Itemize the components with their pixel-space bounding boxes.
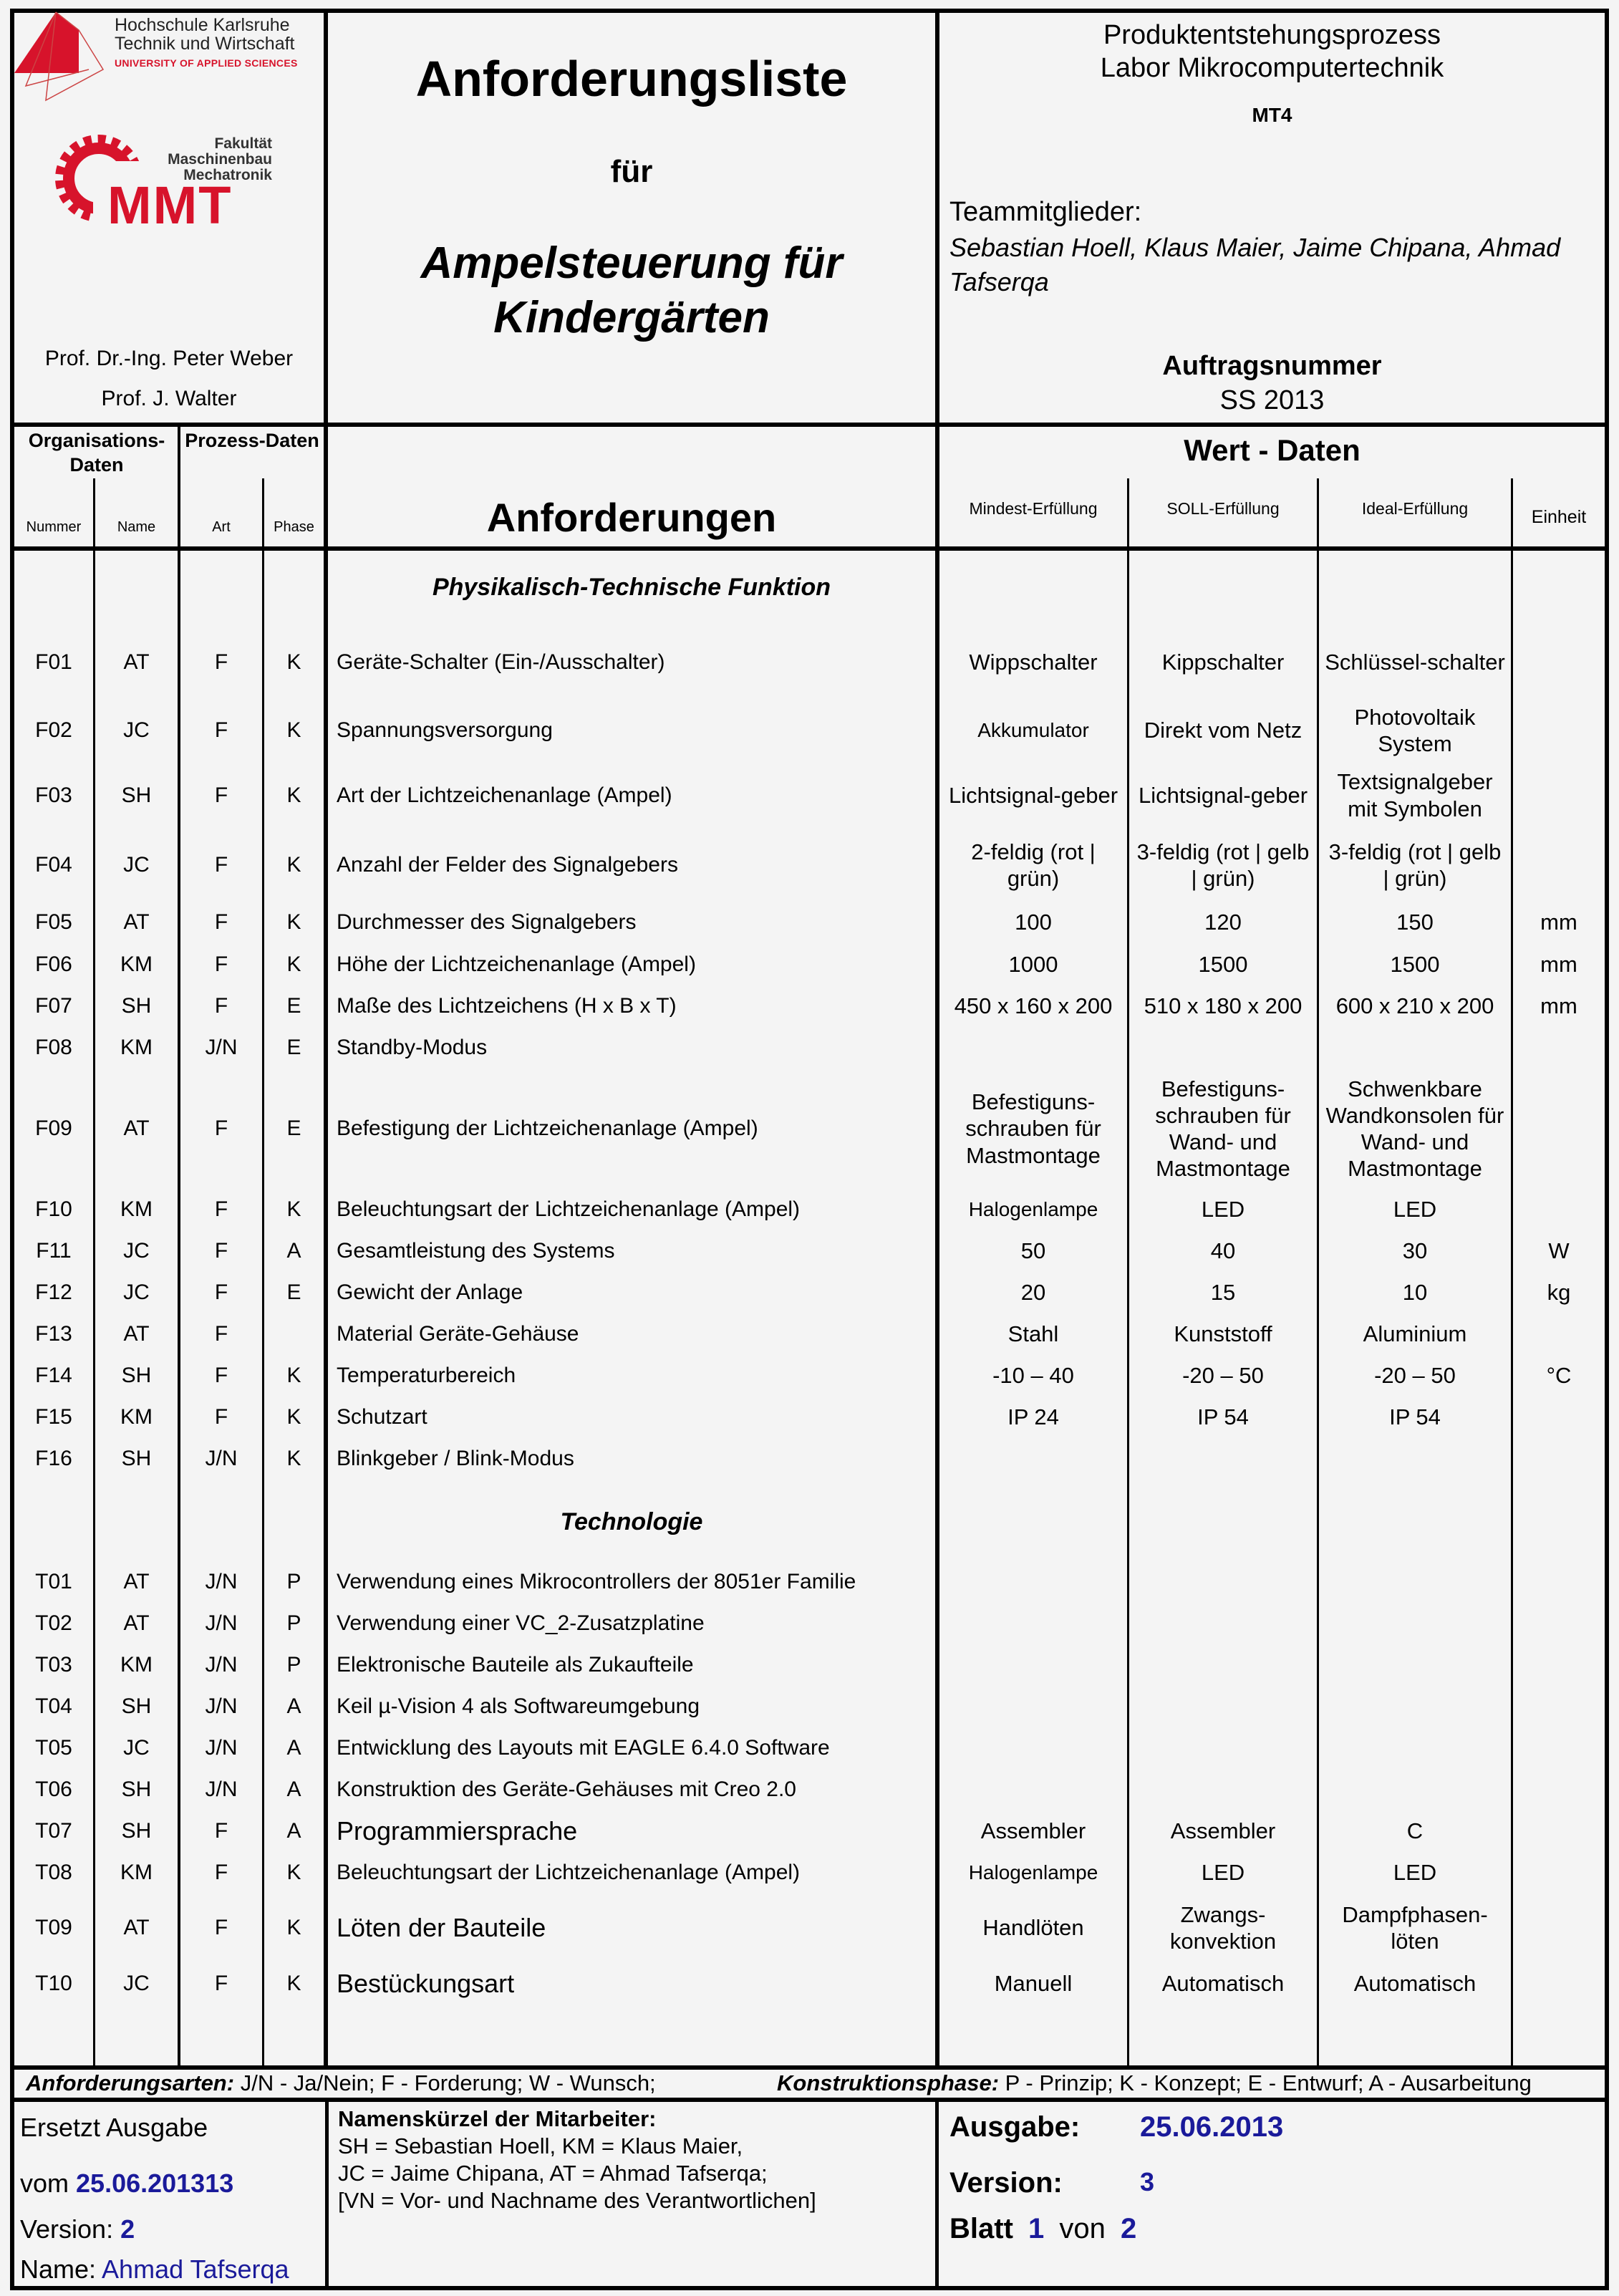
row-type: J/N <box>205 1778 238 1801</box>
row-phase: P <box>286 1653 301 1677</box>
row-number: F09 <box>35 1116 72 1140</box>
row-ideal-value: C <box>1406 1818 1424 1844</box>
row-soll-value: 510 x 180 x 200 <box>1144 993 1303 1019</box>
row-min-value <box>945 1727 1121 1769</box>
professor-2: Prof. J. Walter <box>101 387 237 410</box>
col-header-art: Art <box>212 519 231 535</box>
row-type: J/N <box>205 1570 238 1593</box>
row-min-value: Stahl <box>1007 1321 1059 1347</box>
abbrev-title: Namenskürzel der Mitarbeiter: <box>338 2106 657 2131</box>
legend-phase-label: Konstruktionsphase: <box>777 2070 1000 2095</box>
legend-construction-phase <box>777 2068 1532 2098</box>
row-owner: KM <box>120 1197 153 1221</box>
row-requirement: Schutzart <box>337 1405 427 1429</box>
row-phase: K <box>286 952 301 976</box>
faculty-line3: Mechatronik <box>183 167 272 183</box>
row-min-value: Wippschalter <box>969 650 1098 675</box>
row-soll-value: Kippschalter <box>1161 650 1285 675</box>
row-ideal-value: Dampfphasen-löten <box>1342 1901 1488 1954</box>
row-phase: K <box>286 1916 301 1939</box>
value-data-header: Wert - Daten <box>1184 433 1361 467</box>
sheet-label: Blatt <box>949 2213 1013 2244</box>
row-number: F05 <box>35 910 72 934</box>
university-name-line1: Hochschule Karlsruhe <box>115 15 290 35</box>
replaces-label: Ersetzt Ausgabe <box>20 2113 208 2142</box>
row-owner: AT <box>123 1916 150 1939</box>
row-ideal-value: Photovoltaik System <box>1354 704 1476 756</box>
row-requirement: Gesamtleistung des Systems <box>337 1239 615 1263</box>
row-requirement: Maße des Lichtzeichens (H x B x T) <box>337 994 677 1018</box>
row-type: F <box>214 952 228 976</box>
row-phase: A <box>286 1819 301 1843</box>
row-unit <box>1513 1686 1605 1727</box>
section-title: Physikalisch-Technische Funktion <box>432 573 831 601</box>
row-soll-value: -20 – 50 <box>1182 1363 1264 1389</box>
row-number: F01 <box>35 650 72 674</box>
row-soll-value: LED <box>1201 1197 1245 1222</box>
row-number: F08 <box>35 1036 72 1059</box>
row-requirement: Beleuchtungsart der Lichtzeichenanlage (Ampel) <box>337 1861 801 1884</box>
team-label: Teammitglieder: <box>949 197 1142 227</box>
row-type: J/N <box>205 1736 238 1760</box>
row-owner: KM <box>120 1653 153 1677</box>
col-header-einheit: Einheit <box>1531 507 1587 527</box>
row-soll-value: IP 54 <box>1197 1404 1249 1430</box>
row-owner: JC <box>123 1736 150 1760</box>
row-type: J/N <box>205 1694 238 1718</box>
row-ideal-value: Textsignalgeber mit Symbolen <box>1337 769 1493 821</box>
row-requirement: Verwendung einer VC_2-Zusatzplatine <box>337 1611 705 1635</box>
row-unit: kg <box>1547 1280 1571 1306</box>
row-unit <box>1513 1313 1605 1355</box>
row-type: J/N <box>205 1653 238 1677</box>
row-soll-value <box>1135 1727 1311 1769</box>
row-soll-value: 1500 <box>1198 952 1248 978</box>
row-ideal-value: LED <box>1393 1197 1437 1222</box>
old-version-value: 2 <box>120 2214 135 2244</box>
row-owner: AT <box>123 1611 150 1635</box>
row-unit <box>1513 1189 1605 1230</box>
row-ideal-value: -20 – 50 <box>1374 1363 1456 1389</box>
process-data-header: Prozess-Daten <box>185 430 319 451</box>
from-date: 25.06.201313 <box>76 2169 234 2198</box>
row-ideal-value <box>1325 1727 1505 1769</box>
row-owner: SH <box>121 783 152 807</box>
row-requirement: Art der Lichtzeichenanlage (Ampel) <box>337 783 672 807</box>
row-type: F <box>214 994 228 1018</box>
row-number: F14 <box>35 1364 72 1387</box>
process-line2: Labor Mikrocomputertechnik <box>1100 53 1444 83</box>
row-requirement: Blinkgeber / Blink-Modus <box>337 1447 574 1470</box>
row-unit <box>1513 1894 1605 1962</box>
row-ideal-value: 10 <box>1402 1280 1428 1306</box>
faculty-line1: Fakultät <box>214 135 272 152</box>
row-soll-value <box>1135 1686 1311 1727</box>
row-number: F10 <box>35 1197 72 1221</box>
title-for: für <box>610 154 653 189</box>
row-soll-value: 40 <box>1210 1238 1236 1264</box>
abbrev-line1: SH = Sebastian Hoell, KM = Klaus Maier, <box>338 2133 743 2158</box>
row-min-value <box>945 1644 1121 1686</box>
row-min-value: Handlöten <box>982 1915 1084 1941</box>
row-owner: AT <box>123 1570 150 1593</box>
row-ideal-value: Schwenkbare Wandkonsolen für Wand- und Mastmontage <box>1325 1076 1504 1182</box>
issue-label: Ausgabe: <box>949 2111 1081 2143</box>
row-number: F06 <box>35 952 72 976</box>
row-requirement: Material Geräte-Gehäuse <box>337 1322 579 1346</box>
row-type: F <box>214 853 228 877</box>
row-unit <box>1513 829 1605 901</box>
row-ideal-value <box>1325 1561 1505 1603</box>
row-unit <box>1513 1769 1605 1810</box>
row-min-value: Assembler <box>980 1818 1086 1844</box>
row-unit <box>1513 1810 1605 1852</box>
row-ideal-value: Automatisch <box>1353 1971 1477 1997</box>
row-soll-value: 3-feldig (rot | gelb | grün) <box>1136 839 1310 891</box>
row-soll-value <box>1135 1769 1311 1810</box>
row-ideal-value <box>1325 1438 1505 1480</box>
row-owner: AT <box>123 910 150 934</box>
row-number: F04 <box>35 853 72 877</box>
sheet-current: 1 <box>1028 2213 1045 2244</box>
university-logo-icon <box>10 9 110 102</box>
legend-types-label: Anforderungsarten: <box>26 2070 235 2095</box>
row-phase: K <box>286 1364 301 1387</box>
row-requirement: Temperaturbereich <box>337 1364 516 1387</box>
row-min-value: 20 <box>1020 1280 1046 1306</box>
row-number: T07 <box>35 1819 72 1843</box>
from-label: vom <box>20 2169 69 2198</box>
row-owner: SH <box>121 1694 152 1718</box>
row-ideal-value <box>1325 1027 1505 1069</box>
row-min-value: 100 <box>1015 910 1052 935</box>
row-type: F <box>214 1197 228 1221</box>
row-soll-value: 15 <box>1210 1280 1236 1306</box>
row-ideal-value <box>1325 1603 1505 1644</box>
row-number: T05 <box>35 1736 72 1760</box>
row-number: F16 <box>35 1447 72 1470</box>
row-ideal-value: 600 x 210 x 200 <box>1335 993 1494 1019</box>
row-number: F07 <box>35 994 72 1018</box>
row-min-value: Lichtsignal-geber <box>948 782 1118 808</box>
row-type: F <box>214 1116 228 1140</box>
row-requirement: Elektronische Bauteile als Zukaufteile <box>337 1653 694 1677</box>
row-number: F12 <box>35 1280 72 1304</box>
row-type: F <box>214 1861 228 1884</box>
row-type: J/N <box>205 1611 238 1635</box>
row-owner: SH <box>121 1819 152 1843</box>
section-title: Technologie <box>560 1508 703 1535</box>
row-unit <box>1513 698 1605 763</box>
row-unit: mm <box>1540 952 1577 978</box>
team-members: Sebastian Hoell, Klaus Maier, Jaime Chipana, Ahmad Tafserqa <box>949 233 1561 296</box>
row-soll-value: Kunststoff <box>1174 1321 1272 1347</box>
row-number: F13 <box>35 1322 72 1346</box>
row-requirement: Standby-Modus <box>337 1036 488 1059</box>
row-soll-value <box>1135 1438 1311 1480</box>
professor-1: Prof. Dr.-Ing. Peter Weber <box>44 347 294 370</box>
row-ideal-value <box>1325 1769 1505 1810</box>
row-number: T10 <box>35 1972 72 1995</box>
row-owner: JC <box>123 853 150 877</box>
row-min-value: Befestiguns-schrauben für Mastmontage <box>965 1089 1101 1168</box>
row-owner: SH <box>121 1447 152 1470</box>
row-soll-value: Zwangs-konvektion <box>1169 1901 1277 1954</box>
row-owner: AT <box>123 1322 150 1346</box>
row-owner: SH <box>121 1364 152 1387</box>
row-unit <box>1513 627 1605 698</box>
row-soll-value: Direkt vom Netz <box>1144 718 1303 743</box>
row-unit <box>1513 761 1605 829</box>
row-min-value <box>945 1438 1121 1480</box>
row-unit <box>1513 1727 1605 1769</box>
name-value: Ahmad Tafserqa <box>102 2254 289 2284</box>
footer-abbreviations-block <box>338 2106 932 2214</box>
row-requirement: Verwendung eines Mikrocontrollers der 8051er Familie <box>337 1570 856 1593</box>
sheet-indicator <box>949 2213 1136 2245</box>
row-unit <box>1513 1069 1605 1189</box>
row-type: J/N <box>205 1447 238 1470</box>
row-type: F <box>214 718 228 742</box>
row-number: F02 <box>35 718 72 742</box>
order-number-label: Auftragsnummer <box>1162 351 1382 381</box>
row-unit <box>1513 1962 1605 2005</box>
row-ideal-value: Schlüssel-schalter <box>1325 650 1505 675</box>
row-phase <box>264 1313 324 1355</box>
abbrev-line2: JC = Jaime Chipana, AT = Ahmad Tafserqa; <box>338 2161 768 2186</box>
row-min-value <box>945 1561 1121 1603</box>
row-ideal-value: IP 54 <box>1389 1404 1441 1430</box>
row-soll-value <box>1135 1644 1311 1686</box>
row-phase: K <box>286 718 301 742</box>
row-number: T06 <box>35 1778 72 1801</box>
row-min-value: 450 x 160 x 200 <box>954 993 1113 1019</box>
faculty-line2: Maschinenbau <box>168 151 272 168</box>
row-type: F <box>214 1364 228 1387</box>
row-min-value: Manuell <box>994 1971 1073 1997</box>
row-unit: W <box>1548 1238 1570 1264</box>
row-owner: AT <box>123 1116 150 1140</box>
row-soll-value <box>1135 1561 1311 1603</box>
row-type: F <box>214 1972 228 1995</box>
row-owner: KM <box>120 1405 153 1429</box>
row-min-value <box>945 1027 1121 1069</box>
row-min-value: -10 – 40 <box>992 1363 1074 1389</box>
row-soll-value: Automatisch <box>1161 1971 1285 1997</box>
page-title: Anforderungsliste <box>415 51 848 107</box>
name-label: Name: <box>20 2254 97 2284</box>
row-ideal-value: 150 <box>1396 910 1434 935</box>
row-ideal-value: Aluminium <box>1363 1321 1467 1347</box>
row-phase: K <box>286 650 301 674</box>
row-soll-value <box>1135 1027 1311 1069</box>
row-unit <box>1513 1603 1605 1644</box>
project-title-line2: Kindergärten <box>493 293 770 342</box>
row-ideal-value: 1500 <box>1390 952 1440 978</box>
row-number: F15 <box>35 1405 72 1429</box>
sheet-total: 2 <box>1121 2213 1137 2244</box>
row-phase: A <box>286 1694 301 1718</box>
process-line1: Produktentstehungsprozess <box>1103 20 1441 50</box>
legend-requirement-types <box>26 2068 656 2098</box>
row-soll-value: 120 <box>1204 910 1242 935</box>
row-requirement: Beleuchtungsart der Lichtzeichenanlage (Ampel) <box>337 1197 801 1221</box>
row-requirement: Programmiersprache <box>337 1816 578 1846</box>
row-phase: K <box>286 1197 301 1221</box>
row-unit: °C <box>1546 1363 1572 1389</box>
row-soll-value: Assembler <box>1170 1818 1276 1844</box>
row-min-value: Halogenlampe <box>968 1198 1098 1221</box>
row-owner: JC <box>123 718 150 742</box>
row-min-value <box>945 1769 1121 1810</box>
row-owner: JC <box>123 1280 150 1304</box>
row-ideal-value <box>1325 1644 1505 1686</box>
row-unit <box>1513 1561 1605 1603</box>
row-unit <box>1513 1644 1605 1686</box>
row-phase: A <box>286 1239 301 1263</box>
row-type: F <box>214 1239 228 1263</box>
col-header-ideal: Ideal-Erfüllung <box>1361 499 1469 518</box>
row-number: T01 <box>35 1570 72 1593</box>
university-name-line3: UNIVERSITY OF APPLIED SCIENCES <box>115 57 298 69</box>
col-header-mindest: Mindest-Erfüllung <box>969 499 1098 518</box>
row-ideal-value: 30 <box>1402 1238 1428 1264</box>
project-title-line1: Ampelsteuerung für <box>420 238 843 288</box>
row-number: T03 <box>35 1653 72 1677</box>
row-min-value: Halogenlampe <box>968 1861 1098 1884</box>
row-type: F <box>214 1405 228 1429</box>
row-requirement: Konstruktion des Geräte-Gehäuses mit Creo 2.0 <box>337 1778 796 1801</box>
faculty-logo-text: MMT <box>107 175 233 235</box>
row-unit <box>1513 1027 1605 1069</box>
row-min-value: Akkumulator <box>977 719 1089 742</box>
row-soll-value: LED <box>1201 1860 1245 1886</box>
row-min-value <box>945 1603 1121 1644</box>
row-min-value: 50 <box>1020 1238 1046 1264</box>
row-phase: E <box>286 994 301 1018</box>
row-unit <box>1513 1852 1605 1894</box>
row-requirement: Bestückungsart <box>337 1969 515 1999</box>
row-phase: P <box>286 1611 301 1635</box>
row-min-value: IP 24 <box>1007 1404 1059 1430</box>
row-owner: SH <box>121 1778 152 1801</box>
row-owner: KM <box>120 1861 153 1884</box>
row-owner: JC <box>123 1972 150 1995</box>
row-soll-value <box>1135 1603 1311 1644</box>
row-type: F <box>214 1916 228 1939</box>
row-type: F <box>214 650 228 674</box>
abbrev-line3: [VN = Vor- und Nachname des Verantwortlichen] <box>338 2188 816 2213</box>
row-owner: KM <box>120 1036 153 1059</box>
sheet-of: von <box>1059 2213 1106 2244</box>
row-number: F11 <box>36 1239 72 1263</box>
row-number: T08 <box>35 1861 72 1884</box>
row-owner: AT <box>123 650 150 674</box>
row-owner: JC <box>123 1239 150 1263</box>
row-min-value: 2-feldig (rot | grün) <box>971 839 1096 891</box>
row-phase: K <box>286 1861 301 1884</box>
row-type: F <box>214 783 228 807</box>
row-unit: mm <box>1540 910 1577 935</box>
course-code: MT4 <box>1252 104 1292 126</box>
row-phase: K <box>286 1447 301 1470</box>
row-phase: A <box>286 1778 301 1801</box>
legend-phase-text: P - Prinzip; K - Konzept; E - Entwurf; A - Ausarbeitung <box>1005 2070 1532 2095</box>
row-min-value: 1000 <box>1008 952 1058 978</box>
row-type: F <box>214 1280 228 1304</box>
university-name-line2: Technik und Wirtschaft <box>115 34 295 54</box>
row-soll-value: Befestiguns-schrauben für Wand- und Mastmontage <box>1155 1076 1291 1182</box>
row-number: T09 <box>35 1916 72 1939</box>
row-phase: A <box>286 1736 301 1760</box>
row-requirement: Keil µ-Vision 4 als Softwareumgebung <box>337 1694 700 1718</box>
row-phase: P <box>286 1570 301 1593</box>
col-header-phase: Phase <box>274 519 314 535</box>
row-requirement: Befestigung der Lichtzeichenanlage (Ampel) <box>337 1116 758 1140</box>
order-number-value: SS 2013 <box>1219 385 1325 415</box>
version-value: 3 <box>1140 2167 1155 2196</box>
row-ideal-value: LED <box>1393 1860 1437 1886</box>
legend-types-text: J/N - Ja/Nein; F - Forderung; W - Wunsch; <box>240 2070 656 2095</box>
row-phase: K <box>286 910 301 934</box>
row-ideal-value <box>1325 1686 1505 1727</box>
col-header-nummer: Nummer <box>26 519 82 535</box>
row-requirement: Entwicklung des Layouts mit EAGLE 6.4.0 Software <box>337 1736 830 1760</box>
row-requirement: Höhe der Lichtzeichenanlage (Ampel) <box>337 952 696 976</box>
row-owner: KM <box>120 952 153 976</box>
row-requirement: Durchmesser des Signalgebers <box>337 910 637 934</box>
row-owner: SH <box>121 994 152 1018</box>
row-ideal-value: 3-feldig (rot | gelb | grün) <box>1328 839 1502 891</box>
old-version-label: Version: <box>20 2214 114 2244</box>
row-type: J/N <box>205 1036 238 1059</box>
col-header-requirements: Anforderungen <box>486 495 777 540</box>
row-unit <box>1513 1397 1605 1438</box>
row-requirement: Anzahl der Felder des Signalgebers <box>337 853 678 877</box>
row-unit <box>1513 1438 1605 1480</box>
row-phase: E <box>286 1116 301 1140</box>
row-phase: K <box>286 853 301 877</box>
row-phase: K <box>286 1405 301 1429</box>
row-unit: mm <box>1540 993 1577 1019</box>
version-label: Version: <box>949 2167 1063 2199</box>
row-phase: E <box>286 1280 301 1304</box>
row-number: T02 <box>35 1611 72 1635</box>
row-phase: E <box>286 1036 301 1059</box>
row-type: F <box>214 1819 228 1843</box>
col-header-name: Name <box>117 519 156 535</box>
row-phase: K <box>286 1972 301 1995</box>
issue-date: 25.06.2013 <box>1140 2111 1284 2143</box>
row-soll-value: Lichtsignal-geber <box>1138 782 1308 808</box>
row-number: T04 <box>35 1694 72 1718</box>
row-requirement: Gewicht der Anlage <box>337 1280 523 1304</box>
row-requirement: Löten der Bauteile <box>337 1913 546 1943</box>
row-phase: K <box>286 783 301 807</box>
org-data-header: Organisations-Daten <box>28 430 165 476</box>
row-number: F03 <box>35 783 72 807</box>
row-requirement: Geräte-Schalter (Ein-/Ausschalter) <box>337 650 665 674</box>
row-type: F <box>214 910 228 934</box>
row-min-value <box>945 1686 1121 1727</box>
row-type: F <box>214 1322 228 1346</box>
row-requirement: Spannungsversorgung <box>337 718 553 742</box>
col-header-soll: SOLL-Erfüllung <box>1166 499 1280 518</box>
